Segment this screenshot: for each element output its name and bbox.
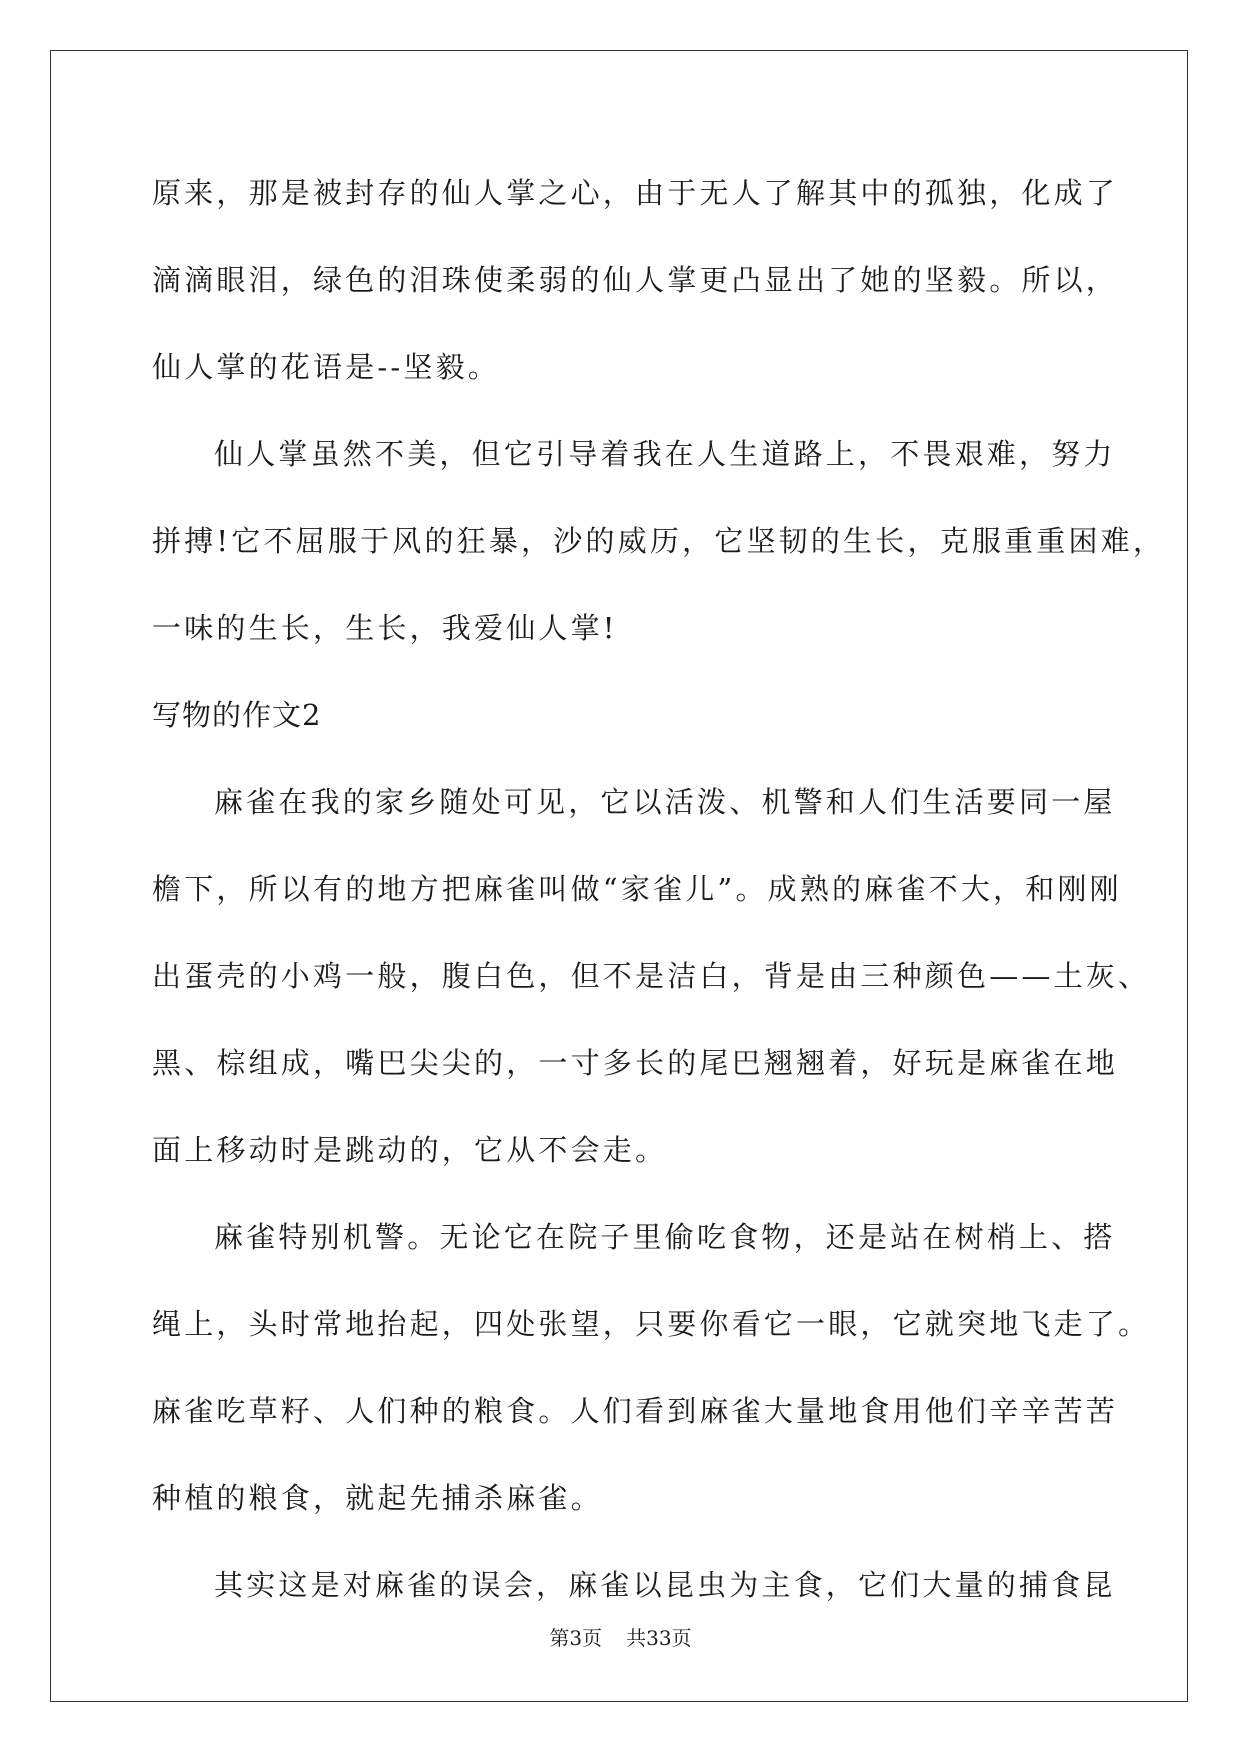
text-line: 拼搏!它不屈服于风的狂暴，沙的威历，它坚韧的生长，克服重重困难， — [152, 524, 1166, 558]
text-line: 檐下，所以有的地方把麻雀叫做“家雀儿”。成熟的麻雀不大，和刚刚 — [152, 872, 1122, 906]
text-line: 出蛋壳的小鸡一般，腹白色，但不是洁白，背是由三种颜色——土灰、 — [152, 959, 1151, 993]
text-line: 原来，那是被封存的仙人掌之心，由于无人了解其中的孤独，化成了 — [152, 176, 1119, 210]
text-line: 绳上，头时常地抬起，四处张望，只要你看它一眼，它就突地飞走了。 — [152, 1307, 1151, 1341]
text-line: 一味的生长，生长，我爱仙人掌! — [152, 611, 618, 645]
text-line: 麻雀吃草籽、人们种的粮食。人们看到麻雀大量地食用他们辛辛苦苦 — [152, 1394, 1119, 1428]
paragraph-start-line: 仙人掌虽然不美，但它引导着我在人生道路上，不畏艰难，努力 — [214, 437, 1116, 471]
text-line: 面上移动时是跳动的，它从不会走。 — [152, 1133, 668, 1167]
paragraph-start-line: 麻雀特别机警。无论它在院子里偷吃食物，还是站在树梢上、搭 — [214, 1220, 1116, 1254]
page-footer — [0, 1624, 1241, 1652]
text-line: 仙人掌的花语是--坚毅。 — [152, 350, 500, 384]
section-heading: 写物的作文2 — [152, 698, 322, 732]
document-body — [152, 150, 1166, 1629]
page-number: 第3页 — [549, 1626, 603, 1650]
paragraph-start-line: 其实这是对麻雀的误会，麻雀以昆虫为主食，它们大量的捕食昆 — [214, 1568, 1116, 1602]
page-total: 共33页 — [626, 1626, 692, 1650]
paragraph-start-line: 麻雀在我的家乡随处可见，它以活泼、机警和人们生活要同一屋 — [214, 785, 1116, 819]
text-line: 黑、棕组成，嘴巴尖尖的，一寸多长的尾巴翘翘着，好玩是麻雀在地 — [152, 1046, 1119, 1080]
text-line: 滴滴眼泪，绿色的泪珠使柔弱的仙人掌更凸显出了她的坚毅。所以， — [152, 263, 1119, 297]
text-line: 种植的粮食，就起先捕杀麻雀。 — [152, 1481, 603, 1515]
